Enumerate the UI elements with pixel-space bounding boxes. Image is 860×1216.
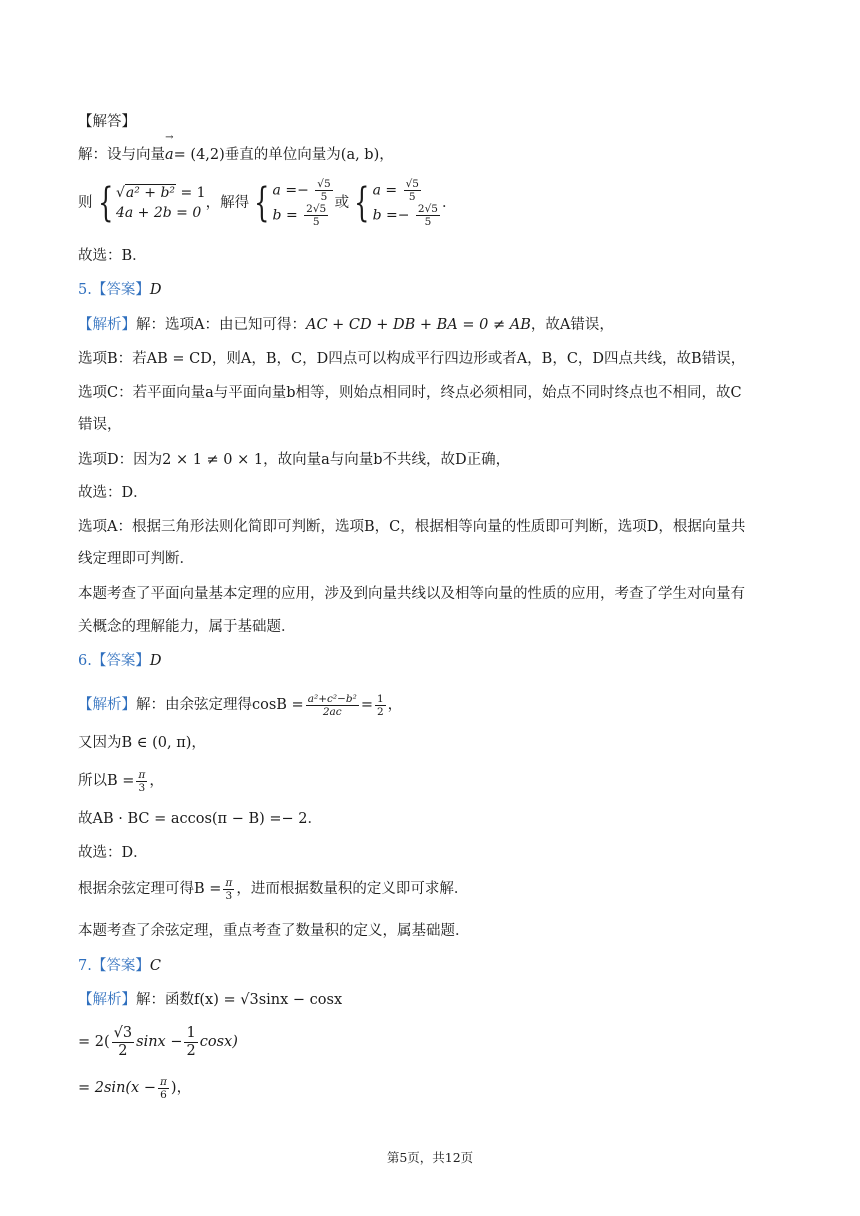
- q5-analysis-b: 选项B：若AB = CD，则A，B，C，D四点可以构成平行四边形或者A，B，C，D四点共线，故B错误，: [78, 351, 746, 367]
- q4-line-2: 则 { √a² + b² = 1 4a + 2b = 0 ，解得 { a =− $\frac{√5}{5}$ b = $\frac{2√5}{5}$ 或 { a = $\frac{√5}{5}$ b =− $\frac{2√5}{5}$ ．: [78, 178, 457, 228]
- q7-answer: 7. 【答案】 C: [78, 958, 161, 974]
- q5-remark-2: 关概念的理解能力，属于基础题．: [78, 619, 296, 635]
- q4-solution-1: { a =− $\frac{√5}{5}$ b = $\frac{2√5}{5}$: [254, 178, 331, 228]
- q4-solution-2: { a = $\frac{√5}{5}$ b =− $\frac{2√5}{5}$: [354, 178, 438, 228]
- q5-summary-2: 线定理即可判断．: [78, 551, 194, 567]
- q5-answer: 5. 【答案】 D: [78, 282, 162, 298]
- q6-answer: 6. 【答案】 D: [78, 653, 162, 669]
- q5-remark-1: 本题考查了平面向量基本定理的应用，涉及到向量共线以及相等向量的性质的应用，考查了学生对向量有: [78, 586, 745, 602]
- q4-choose: 故选：B．: [78, 248, 147, 264]
- q4-line-1: 解：设与向量 → a = (4,2)垂直的单位向量为(a, b)，: [78, 144, 790, 166]
- q7-analysis-1: 【解析】 解：函数f(x) = √3sinx − cosx: [78, 992, 343, 1008]
- page-footer: 第5页，共12页: [386, 1150, 474, 1165]
- q6-analysis-1: 【解析】 解：由余弦定理得cosB = $\frac{\text{a²+c²−b²}}{2ac}$ = $\frac{1}{2}$ ，: [78, 692, 403, 718]
- q6-analysis-2: 又因为B ∈ (0, π)，: [78, 735, 206, 751]
- q6-analysis-4: 故AB · BC = accos(π − B) =− 2．: [78, 811, 323, 827]
- q5-analysis-c1: 选项C：若平面向量a与平面向量b相等，则始点相同时，终点必须相同，始点不同时终点也不相同，故C: [78, 385, 742, 401]
- q6-summary: 根据余弦定理可得B = $\frac{\pi}{3}$ ，进而根据数量积的定义即可求解．: [78, 876, 469, 902]
- q5-summary-1: 选项A：根据三角形法则化简即可判断，选项B，C，根据相等向量的性质即可判断，选项D，根据向量共: [78, 519, 746, 535]
- q6-analysis-3: 所以B = $\frac{\pi}{3}$ ，: [78, 768, 164, 794]
- q5-analysis-a: 【解析】 解：选项A：由已知可得： AC + CD + DB + BA = 0 ≠ AB ，故A错误，: [78, 317, 614, 333]
- q5-analysis-c2: 错误，: [78, 417, 122, 433]
- q6-choose: 故选：D．: [78, 845, 148, 861]
- q6-remark: 本题考查了余弦定理，重点考查了数量积的定义，属基础题．: [78, 923, 470, 939]
- q5-choose: 故选：D．: [78, 485, 148, 501]
- q4-system: { √a² + b² = 1 4a + 2b = 0: [97, 180, 206, 226]
- q7-analysis-2: = 2( $\frac{√3}{2}$ sinx − $\frac{1}{2}$ cosx): [78, 1024, 238, 1059]
- q5-analysis-d: 选项D：因为2 × 1 ≠ 0 × 1，故向量a与向量b不共线，故D正确，: [78, 452, 511, 468]
- q7-analysis-3: = 2sin(x − $\frac{\pi}{6}$ )，: [78, 1075, 192, 1101]
- answer-section-label: 【解答】: [78, 114, 136, 130]
